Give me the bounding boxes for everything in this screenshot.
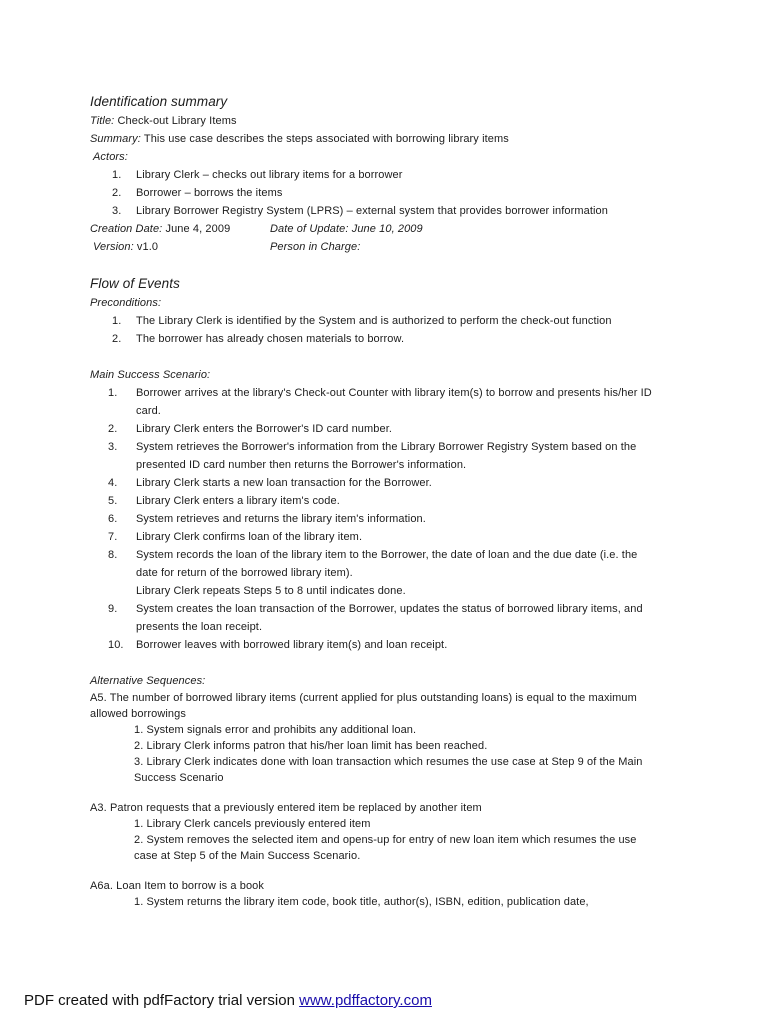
update-date-label: Date of Update: xyxy=(270,223,349,235)
main-scenario-list xyxy=(90,384,690,654)
main-step: 1. Borrower arrives at the library's Check-out Counter with library item(s) to borrow and presents his/her ID card. xyxy=(108,387,652,417)
pdf-footer xyxy=(24,992,432,1009)
list-item: 3. Library Borrower Registry System (LPRS) – external system that provides borrower information xyxy=(112,205,608,217)
list-item: 2. Borrower – borrows the items xyxy=(112,187,283,199)
main-step: 6. System retrieves and returns the library item's information. xyxy=(108,513,426,525)
main-step: 5. Library Clerk enters a library item's code. xyxy=(108,495,340,507)
alt-a3-text: A3. Patron requests that a previously entered item be replaced by another item xyxy=(90,802,482,814)
list-item: 2. The borrower has already chosen materials to borrow. xyxy=(112,333,405,345)
update-date-value: June 10, 2009 xyxy=(351,223,423,235)
main-step: 4. Library Clerk starts a new loan transaction for the Borrower. xyxy=(108,477,432,489)
document-page xyxy=(90,92,690,910)
identification-heading: Identification summary xyxy=(90,94,228,109)
main-scenario-label: Main Success Scenario: xyxy=(90,369,211,381)
alt-a3-steps: 1. Library Clerk cancels previously entered item 2. System removes the selected item and opens-up for entry of new loan item which resumes the use case at Step 5 of the Main Success Scenario. xyxy=(134,818,637,862)
main-step: 10. Borrower leaves with borrowed library item(s) and loan receipt. xyxy=(108,639,448,651)
summary-row xyxy=(90,130,690,148)
list-item: 1. The Library Clerk is identified by the System and is authorized to perform the check-out function xyxy=(112,315,612,327)
version-label: Version: xyxy=(93,241,134,253)
preconditions-label: Preconditions: xyxy=(90,297,162,309)
alt-a5-text: A5. The number of borrowed library items (current applied for plus outstanding loans) is equal to the maximum allowed borrowings xyxy=(90,692,637,720)
pdffactory-link[interactable]: www.pdffactory.com xyxy=(299,992,432,1009)
version-value: v1.0 xyxy=(136,241,159,253)
list-item: 1. Library Clerk – checks out library items for a borrower xyxy=(112,169,403,181)
alt-a5-steps: 1. System signals error and prohibits any additional loan. 2. Library Clerk informs patron that his/her loan limit has been reached. 3. Library Clerk indicates done with loan transaction which resumes the use case at Step 9 of the Main Success Scenario xyxy=(134,724,643,784)
alt-a6a-steps: 1. System returns the library item code, book title, author(s), ISBN, edition, publication date, xyxy=(134,896,589,908)
main-step: 2. Library Clerk enters the Borrower's ID card number. xyxy=(108,423,393,435)
main-step: 9. System creates the loan transaction of the Borrower, updates the status of borrowed library items, and presents the loan receipt. xyxy=(108,603,643,633)
title-value: Check-out Library Items xyxy=(117,115,237,127)
version-row xyxy=(90,238,690,256)
creation-date-label: Creation Date: xyxy=(90,223,163,235)
flow-heading: Flow of Events xyxy=(90,276,180,291)
main-step: 8. System records the loan of the library item to the Borrower, the date of loan and the due date (i.e. the date for return of the borrowed library item). Library Clerk repeats Steps 5 to 8 until indicates done. xyxy=(108,549,638,597)
title-row xyxy=(90,112,690,130)
summary-label: Summary: xyxy=(90,133,141,145)
actors-label: Actors: xyxy=(93,151,128,163)
preconditions-list xyxy=(90,312,690,348)
actors-list xyxy=(90,166,690,220)
summary-value: This use case describes the steps associated with borrowing library items xyxy=(143,133,509,145)
alt-a6a-text: A6a. Loan Item to borrow is a book xyxy=(90,880,264,892)
main-step: 3. System retrieves the Borrower's information from the Library Borrower Registry System based on the presented ID card number then returns the Borrower's information. xyxy=(108,441,637,471)
alternative-sequences-label: Alternative Sequences: xyxy=(90,675,206,687)
dates-row xyxy=(90,220,690,238)
main-step: 7. Library Clerk confirms loan of the library item. xyxy=(108,531,363,543)
person-in-charge-label: Person in Charge: xyxy=(270,241,361,253)
creation-date-value: June 4, 2009 xyxy=(165,223,231,235)
footer-text: PDF created with pdfFactory trial version xyxy=(24,992,295,1009)
title-label: Title: xyxy=(90,115,115,127)
